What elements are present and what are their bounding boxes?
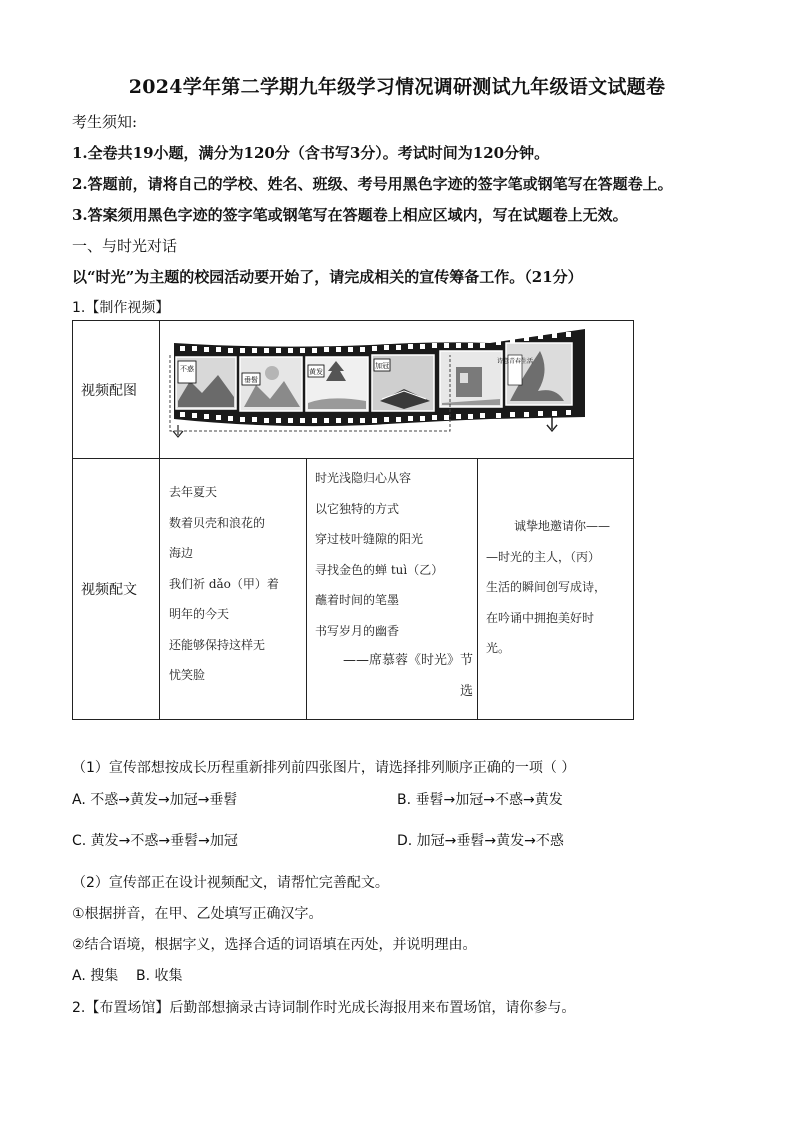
row-label-images: 视频配图 bbox=[73, 321, 160, 459]
film-frame-5 bbox=[440, 351, 502, 407]
col1-line: 忧笑脸 bbox=[169, 668, 206, 682]
page-title: 2024学年第二学期九年级学习情况调研测试九年级语文试题卷 bbox=[128, 76, 666, 98]
subquestion-1: （1）宣传部想按成长历程重新排列前四张图片，请选择排列顺序正确的一项（ ） bbox=[72, 760, 576, 776]
col1-line: 数着贝壳和浪花的 bbox=[169, 515, 266, 530]
question-2-label: 2.【布置场馆】后勤部想摘录古诗词制作时光成长海报用来布置场馆，请你参与。 bbox=[72, 1000, 576, 1016]
subquestion-2-part-a: ①根据拼音，在甲、乙处填写正确汉字。 bbox=[72, 906, 323, 922]
row-label-text: 视频配文 bbox=[73, 459, 160, 720]
caption-column-2 bbox=[307, 459, 478, 720]
notice-heading: 考生须知: bbox=[72, 113, 138, 131]
section-intro: 以“时光”为主题的校园活动要开始了，请完成相关的宣传筹备工作。（21分） bbox=[72, 268, 583, 286]
down-arrow-right bbox=[547, 417, 557, 431]
caption-column-3 bbox=[478, 459, 634, 720]
film-frame-1 bbox=[176, 357, 236, 409]
film-frame-2 bbox=[240, 357, 302, 411]
notice-item-1: 1.全卷共19小题，满分为120分（含书写3分）。考试时间为120分钟。 bbox=[72, 144, 550, 162]
film-frame-6 bbox=[497, 343, 572, 405]
notice-item-3: 3.答案须用黑色字迹的签字笔或钢笔写在答题卷上相应区域内，写在试题卷上无效。 bbox=[72, 206, 628, 224]
col2-line: 以它独特的方式 bbox=[315, 501, 400, 516]
col2-line: 时光浅隐归心从容 bbox=[315, 471, 412, 485]
poem-source: ——席慕蓉《时光》节 bbox=[342, 653, 473, 668]
caption-column-1 bbox=[160, 459, 307, 720]
poem-source-cont: 选 bbox=[459, 683, 473, 699]
option-b[interactable]: B. 垂髫→加冠→不惑→黄发 bbox=[397, 792, 563, 808]
option-c[interactable]: C. 黄发→不惑→垂髫→加冠 bbox=[72, 833, 238, 849]
col1-line: 去年夏天 bbox=[169, 485, 218, 499]
col3-line: 生活的瞬间创写成诗， bbox=[486, 580, 607, 594]
video-table bbox=[72, 320, 634, 720]
col2-line: 穿过枝叶缝隙的阳光 bbox=[315, 532, 424, 546]
option-a[interactable]: A. 不惑→黄发→加冠→垂髫 bbox=[72, 792, 238, 808]
col1-line: 海边 bbox=[169, 546, 194, 560]
col3-line: 在吟诵中拥抱美好时 bbox=[486, 610, 595, 625]
col1-line: 明年的今天 bbox=[169, 607, 230, 621]
col2-line: 寻找金色的蝉 tuì（乙） bbox=[315, 562, 444, 577]
col3-line: 光。 bbox=[486, 641, 511, 655]
col3-line: —时光的主人，（丙） bbox=[486, 549, 601, 564]
film-frame-3 bbox=[306, 357, 368, 411]
frame-caption-2: 垂髫 bbox=[244, 376, 258, 384]
section-heading: 一、与时光对话 bbox=[72, 237, 178, 255]
option-d[interactable]: D. 加冠→垂髫→黄发→不惑 bbox=[397, 833, 564, 849]
col2-line: 书写岁月的幽香 bbox=[315, 623, 400, 638]
col3-line: 诚挚地邀请你—— bbox=[514, 519, 611, 533]
subquestion-2: （2）宣传部正在设计视频配文，请帮忙完善配文。 bbox=[72, 875, 389, 891]
film-frame-4 bbox=[372, 355, 434, 411]
frame-caption-4: 加冠 bbox=[375, 362, 389, 370]
col1-line: 我们祈 dǎo（甲）着 bbox=[169, 576, 279, 591]
col2-line: 蘸着时间的笔墨 bbox=[315, 593, 400, 607]
word-choices: A. 搜集 B. 收集 bbox=[72, 968, 183, 984]
frame-caption-1: 不惑 bbox=[180, 365, 194, 373]
col1-line: 还能够保持这样无 bbox=[169, 637, 266, 652]
frame-caption-5: 诗意青春生活 bbox=[496, 358, 534, 365]
notice-item-2: 2.答题前，请将自己的学校、姓名、班级、考号用黑色字迹的签字笔或钢笔写在答题卷上。 bbox=[72, 175, 673, 193]
question-1-label: 1.【制作视频】 bbox=[72, 300, 170, 316]
frame-caption-3: 黄发 bbox=[309, 368, 323, 376]
film-strip-illustration bbox=[160, 321, 598, 454]
subquestion-2-part-b: ②结合语境，根据字义，选择合适的词语填在丙处，并说明理由。 bbox=[72, 937, 477, 953]
film-strip-cell bbox=[160, 321, 634, 459]
